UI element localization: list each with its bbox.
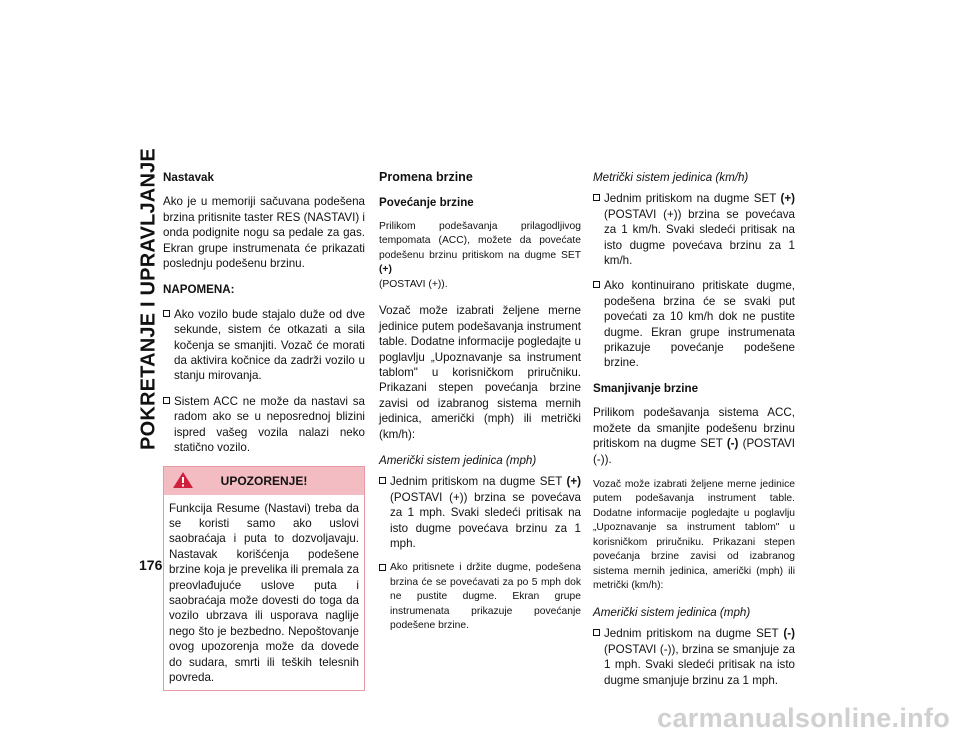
italic-us-units: Američki sistem jedinica (mph) bbox=[379, 453, 537, 467]
list-item: Jednim pritiskom na dugme SET (+) (POSTAVI (+)) brzina se povećava za 1 mph. Svaki sledeći pritisak na isto dugme povećava brzinu za 1 mph. bbox=[379, 474, 581, 551]
list-item: Ako vozilo bude stajalo duže od dve sekunde, sistem će otkazati a sila kočenja se smanjiti. Vozač će morati da aktivira kočnice da zadrži vozilo u stanju mirovanja. bbox=[163, 307, 365, 384]
section-side-title: POKRETANJE I UPRAVLJANJE bbox=[137, 148, 160, 450]
warning-box bbox=[163, 466, 365, 692]
list-item: Ako pritisnete i držite dugme, podešena brzina će se povećavati za po 5 mph dok ne pustite dugme. Ekran grupe instrumenata prikazuje povećanje podešene brzine. bbox=[379, 561, 581, 634]
list-item: Ako kontinuirano pritiskate dugme, podešena brzina će se svaki put povećati za 10 km/h dok ne pustite dugme. Ekran grupe instrumenata prikazuje povećanje podešene brzine. bbox=[593, 278, 795, 370]
list-item: Sistem ACC ne može da nastavi sa radom ako se u neposrednoj blizini ispred vašeg vozila nalazi neko statično vozilo. bbox=[163, 394, 365, 456]
decrease-list bbox=[593, 626, 795, 688]
list-item: Jednim pritiskom na dugme SET (-) (POSTAVI (-)), brzina se smanjuje za 1 mph. Svaki sledeći pritisak na isto dugme smanjuje brzinu za 1 mph. bbox=[593, 626, 795, 688]
metric-list bbox=[593, 191, 795, 370]
increase-list bbox=[379, 474, 581, 634]
italic-metric-units: Metrički sistem jedinica (km/h) bbox=[593, 171, 749, 184]
paragraph-decrease: Prilikom podešavanja sistema ACC, možete da smanjite podešenu brzinu pritiskom na dugme SET (-) (POSTAVI (-)). bbox=[593, 406, 795, 466]
heading-nastavak: Nastavak bbox=[163, 171, 214, 184]
paragraph-units: Vozač može izabrati željene merne jedinice putem podešavanja instrument table. Dodatne informacije pogledajte u poglavlju „Upoznavanje sa instrument tablom" u korisničkom priručniku. Prikazani stepen povećanja brzine zavisi od izabranog sistema mernih jedinica, američki (mph) ili metrički (km/h): bbox=[379, 304, 581, 441]
paragraph-resume: Ako je u memoriji sačuvana podešena brzina pritisnite taster RES (NASTAVI) i onda podignite nogu sa pedale za gas. Ekran grupe instrumenata će prikazati poslednju podešenu brzinu. bbox=[163, 195, 365, 271]
page-number: 176 bbox=[139, 557, 163, 573]
warning-header bbox=[164, 467, 364, 495]
note-list bbox=[163, 307, 365, 456]
warning-title: UPOZORENJE! bbox=[220, 473, 308, 488]
heading-promena-brzine: Promena brzine bbox=[379, 170, 473, 184]
column-left bbox=[163, 170, 365, 691]
column-right bbox=[593, 170, 795, 698]
subheading-povecanje: Povećanje brzine bbox=[379, 196, 474, 210]
paragraph-units-2: Vozač može izabrati željene merne jedinice putem podešavanja instrument table. Dodatne informacije pogledajte u poglavlju „Upoznavanje sa instrument tablom" u korisničkom priručniku. Prikazani stepen povećanja brzine zavisi od izabranog sistema mernih jedinica, američki (mph) ili metrički (km/h): bbox=[593, 478, 795, 592]
subheading-smanjivanje: Smanjivanje brzine bbox=[593, 381, 699, 395]
list-item: Jednim pritiskom na dugme SET (+) (POSTAVI (+)) brzina se povećava za 1 km/h. Svaki sledeći pritisak na isto dugme povećava brzinu za 1 km/h. bbox=[593, 191, 795, 268]
watermark: carmanualsonline.info bbox=[657, 703, 950, 733]
column-middle bbox=[379, 170, 581, 644]
paragraph-increase: Prilikom podešavanja prilagodljivog tempomata (ACC), možete da povećate podešenu brzinu pritiskom na dugme SET (+) (POSTAVI (+)). bbox=[379, 220, 581, 290]
warning-body: Funkcija Resume (Nastavi) treba da se koristi samo ako uslovi saobraćaja i puta to dozvoljavaju. Nastavak korišćenja podešene brzine koja je prevelika ili premala za preovlađujuće uslove puta i saobraćaja može dovesti do toga da vozilo ubrzava ili usporava naglije nego što je bezbedno. Nepoštovanje ovog upozorenja može da dovede do sudara, smrti ili teških telesnih povreda. bbox=[169, 501, 359, 684]
italic-us-units-2: Američki sistem jedinica (mph) bbox=[593, 605, 751, 619]
note-heading: NAPOMENA: bbox=[163, 283, 235, 297]
